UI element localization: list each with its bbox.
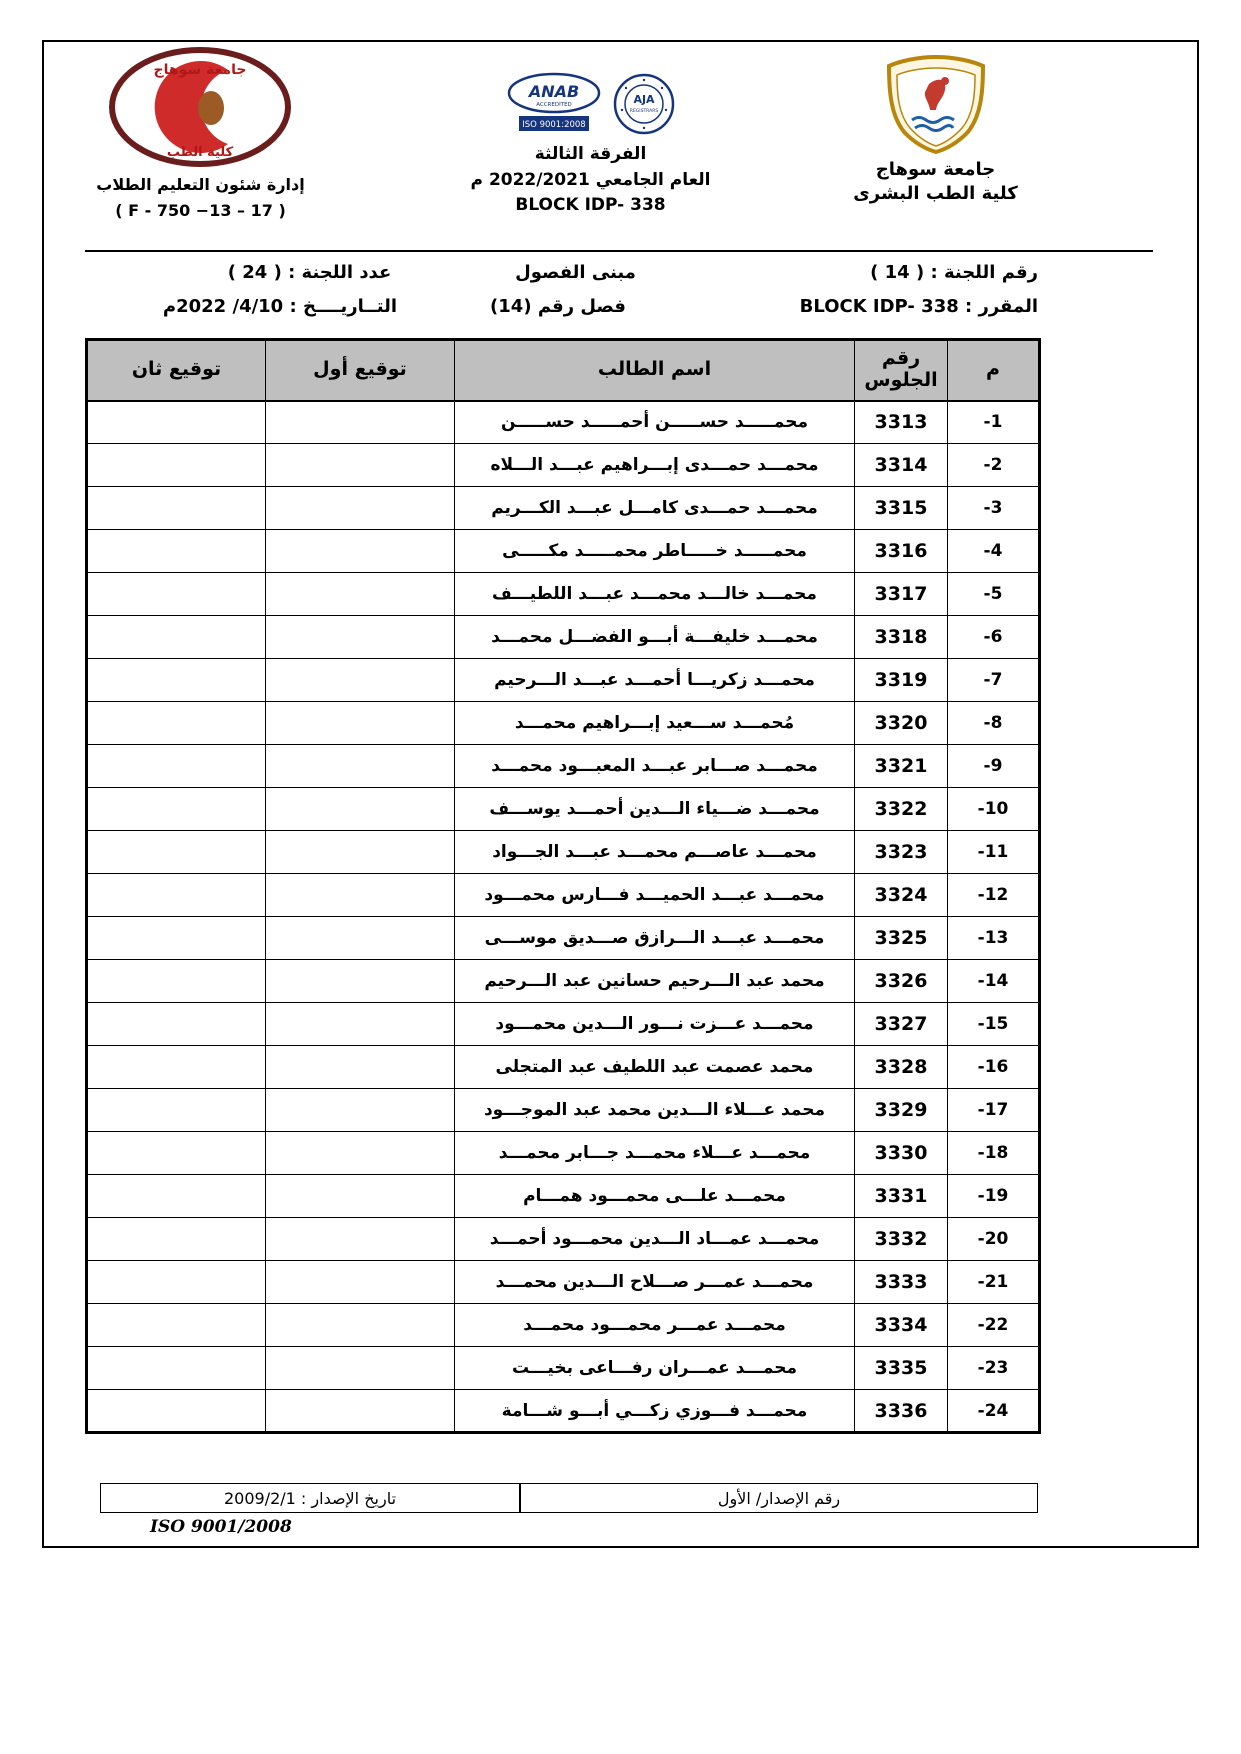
student-name: محمـــــد خـــــاطر محمـــــد مكـــــى	[455, 530, 855, 573]
student-name: محمـــد عمـــاد الـــدين محمـــود أحمـــد	[455, 1218, 855, 1261]
signature-1-cell	[266, 1003, 455, 1046]
table-row	[87, 444, 1040, 487]
row-number: -2	[948, 444, 1040, 487]
signature-1-cell	[266, 1089, 455, 1132]
row-number: -24	[948, 1390, 1040, 1433]
aja-registrars-text: REGISTRARS	[629, 109, 658, 114]
row-number: -7	[948, 659, 1040, 702]
table-row	[87, 659, 1040, 702]
signature-2-cell	[87, 1304, 266, 1347]
signature-2-cell	[87, 917, 266, 960]
table-row	[87, 702, 1040, 745]
row-number: -14	[948, 960, 1040, 1003]
anab-logo	[506, 72, 602, 136]
faculty-name: كلية الطب البشرى	[853, 183, 1018, 205]
column-header-seat: رقم الجلوس	[855, 340, 948, 401]
signature-2-cell	[87, 616, 266, 659]
table-header-row	[87, 340, 1040, 401]
row-number: -20	[948, 1218, 1040, 1261]
table-row	[87, 1046, 1040, 1089]
table-row	[87, 530, 1040, 573]
department-name: إدارة شئون التعليم الطلاب	[96, 175, 305, 194]
signature-1-cell	[266, 1390, 455, 1433]
aja-text: AJA	[632, 93, 655, 106]
pharaoh-face-icon	[198, 91, 224, 125]
student-name: مُحمـــد ســـعيد إبـــراهيم محمـــد	[455, 702, 855, 745]
seat-number: 3325	[855, 917, 948, 960]
seat-number: 3321	[855, 745, 948, 788]
row-number: -22	[948, 1304, 1040, 1347]
signature-1-cell	[266, 487, 455, 530]
seat-number: 3323	[855, 831, 948, 874]
row-number: -10	[948, 788, 1040, 831]
anab-iso-text: ISO 9001:2008	[521, 120, 586, 130]
column-header-signature-1: توقيع أول	[266, 340, 455, 401]
seat-number: 3334	[855, 1304, 948, 1347]
row-number: -13	[948, 917, 1040, 960]
signature-2-cell	[87, 1347, 266, 1390]
student-name: محمـــد خالـــد محمـــد عبـــد اللطيـــف	[455, 573, 855, 616]
seat-number: 3320	[855, 702, 948, 745]
signature-1-cell	[266, 702, 455, 745]
signature-1-cell	[266, 530, 455, 573]
student-name: محمـــد عبـــد الحميـــد فـــارس محمـــود	[455, 874, 855, 917]
table-row	[87, 616, 1040, 659]
signature-1-cell	[266, 960, 455, 1003]
seat-number: 3335	[855, 1347, 948, 1390]
student-name: محمـــد عـــزت نـــور الـــدين محمـــود	[455, 1003, 855, 1046]
row-number: -12	[948, 874, 1040, 917]
issue-number-box: رقم الإصدار/ الأول	[520, 1483, 1038, 1513]
signature-1-cell	[266, 1132, 455, 1175]
seat-number: 3328	[855, 1046, 948, 1089]
signature-1-cell	[266, 444, 455, 487]
row-number: -16	[948, 1046, 1040, 1089]
signature-2-cell	[87, 960, 266, 1003]
room-number: فصل رقم (14)	[490, 296, 626, 317]
committee-number: رقم اللجنة : ( 14 )	[870, 262, 1038, 283]
student-name: محمـــد خليفـــة أبـــو الفضـــل محمـــد	[455, 616, 855, 659]
signature-2-cell	[87, 1089, 266, 1132]
header-department	[88, 46, 313, 223]
seat-number: 3336	[855, 1390, 948, 1433]
table-row	[87, 1089, 1040, 1132]
table-row	[87, 1261, 1040, 1304]
column-header-signature-2: توقيع ثان	[87, 340, 266, 401]
seat-number: 3322	[855, 788, 948, 831]
logo-bottom-text: كلية الطب	[166, 145, 234, 160]
seat-number: 3313	[855, 401, 948, 444]
table-row	[87, 788, 1040, 831]
student-name: محمـــد ضـــياء الـــدين أحمـــد يوســـف	[455, 788, 855, 831]
table-row	[87, 1304, 1040, 1347]
seat-number: 3319	[855, 659, 948, 702]
signature-1-cell	[266, 788, 455, 831]
signature-2-cell	[87, 1218, 266, 1261]
table-row	[87, 573, 1040, 616]
table-row	[87, 1390, 1040, 1433]
iso-standard-note: ISO 9001/2008	[150, 1517, 292, 1537]
academic-year: العام الجامعي 2022/2021 م	[470, 169, 711, 190]
student-name: محمـــد حمـــدى إبـــراهيم عبـــد الـــلاه	[455, 444, 855, 487]
exam-date: التــاريــــخ : 4/10/ 2022م	[162, 296, 397, 317]
table-row	[87, 487, 1040, 530]
signature-1-cell	[266, 659, 455, 702]
signature-2-cell	[87, 1003, 266, 1046]
student-name: محمـــد فـــوزي زكـــي أبـــو شـــامة	[455, 1390, 855, 1433]
student-name: محمد عصمت عبد اللطيف عبد المتجلى	[455, 1046, 855, 1089]
signature-1-cell	[266, 917, 455, 960]
roster-table	[85, 338, 1041, 1434]
table-row	[87, 1218, 1040, 1261]
building-name: مبنى الفصول	[515, 262, 636, 283]
signature-2-cell	[87, 444, 266, 487]
signature-1-cell	[266, 616, 455, 659]
row-number: -15	[948, 1003, 1040, 1046]
seat-number: 3316	[855, 530, 948, 573]
signature-1-cell	[266, 1218, 455, 1261]
student-name: محمد عبد الـــرحيم حسانين عبد الـــرحيم	[455, 960, 855, 1003]
roster-body	[87, 401, 1040, 1433]
seat-number: 3333	[855, 1261, 948, 1304]
seat-number: 3326	[855, 960, 948, 1003]
anab-accredited-text: ACCREDITED	[535, 102, 572, 108]
signature-2-cell	[87, 530, 266, 573]
row-number: -17	[948, 1089, 1040, 1132]
signature-1-cell	[266, 745, 455, 788]
student-name: محمـــــد حســـــن أحمـــــد حســـــن	[455, 401, 855, 444]
seat-number: 3317	[855, 573, 948, 616]
faculty-crescent-logo	[108, 46, 293, 168]
logo-top-text: جامعة سوهاج	[153, 62, 247, 78]
header-university	[838, 54, 1033, 207]
signature-1-cell	[266, 573, 455, 616]
student-name: محمـــد عمـــر صـــلاح الـــدين محمـــد	[455, 1261, 855, 1304]
signature-1-cell	[266, 874, 455, 917]
signature-2-cell	[87, 702, 266, 745]
row-number: -23	[948, 1347, 1040, 1390]
signature-2-cell	[87, 487, 266, 530]
table-row	[87, 960, 1040, 1003]
table-row	[87, 917, 1040, 960]
university-shield-logo	[882, 54, 990, 154]
certification-logos	[448, 72, 733, 136]
signature-2-cell	[87, 401, 266, 444]
signature-2-cell	[87, 874, 266, 917]
row-number: -1	[948, 401, 1040, 444]
seat-number: 3331	[855, 1175, 948, 1218]
student-name: محمـــد صـــابر عبـــد المعبـــود محمـــد	[455, 745, 855, 788]
signature-2-cell	[87, 659, 266, 702]
seat-number: 3324	[855, 874, 948, 917]
student-name: محمـــد حمـــدى كامـــل عبـــد الكـــريم	[455, 487, 855, 530]
row-number: -4	[948, 530, 1040, 573]
student-name: محمـــد عاصـــم محمـــد عبـــد الجـــواد	[455, 831, 855, 874]
student-name: محمـــد عـــلاء محمـــد جـــابر محمـــد	[455, 1132, 855, 1175]
column-header-number: م	[948, 340, 1040, 401]
seat-number: 3327	[855, 1003, 948, 1046]
row-number: -9	[948, 745, 1040, 788]
signature-1-cell	[266, 1261, 455, 1304]
aja-logo	[612, 72, 676, 136]
seat-number: 3318	[855, 616, 948, 659]
anab-text: ANAB	[528, 82, 579, 101]
signature-2-cell	[87, 1261, 266, 1304]
form-code: ( F - 750 −13 – 17 )	[115, 200, 286, 220]
signature-1-cell	[266, 1175, 455, 1218]
student-name: محمد عـــلاء الـــدين محمد عبد الموجـــود	[455, 1089, 855, 1132]
student-name: محمـــد عمـــران رفـــاعى بخيـــت	[455, 1347, 855, 1390]
block-title: BLOCK IDP- 338	[515, 195, 666, 215]
row-number: -8	[948, 702, 1040, 745]
row-number: -19	[948, 1175, 1040, 1218]
signature-1-cell	[266, 1347, 455, 1390]
row-number: -6	[948, 616, 1040, 659]
table-row	[87, 1175, 1040, 1218]
signature-1-cell	[266, 1304, 455, 1347]
signature-1-cell	[266, 401, 455, 444]
grade-title: الفرقة الثالثة	[534, 144, 647, 164]
table-row	[87, 745, 1040, 788]
signature-2-cell	[87, 1132, 266, 1175]
signature-2-cell	[87, 788, 266, 831]
table-row	[87, 874, 1040, 917]
signature-2-cell	[87, 1046, 266, 1089]
student-name: محمـــد زكريـــا أحمـــد عبـــد الـــرحيم	[455, 659, 855, 702]
student-name: محمـــد علـــى محمـــود همـــام	[455, 1175, 855, 1218]
row-number: -18	[948, 1132, 1040, 1175]
signature-2-cell	[87, 1175, 266, 1218]
university-name: جامعة سوهاج	[875, 159, 996, 180]
row-number: -11	[948, 831, 1040, 874]
row-number: -21	[948, 1261, 1040, 1304]
header-center	[448, 72, 733, 219]
row-number: -5	[948, 573, 1040, 616]
committee-count: عدد اللجنة : ( 24 )	[227, 262, 392, 283]
student-name: محمـــد عمـــر محمـــود محمـــد	[455, 1304, 855, 1347]
signature-2-cell	[87, 573, 266, 616]
signature-1-cell	[266, 831, 455, 874]
column-header-name: اسم الطالب	[455, 340, 855, 401]
student-name: محمـــد عبـــد الـــرازق صـــديق موســـى	[455, 917, 855, 960]
seat-number: 3315	[855, 487, 948, 530]
seat-number: 3314	[855, 444, 948, 487]
issue-date-box: تاريخ الإصدار : 2009/2/1	[100, 1483, 520, 1513]
signature-2-cell	[87, 745, 266, 788]
header-divider	[85, 250, 1153, 252]
signature-1-cell	[266, 1046, 455, 1089]
table-row	[87, 831, 1040, 874]
signature-2-cell	[87, 1390, 266, 1433]
signature-2-cell	[87, 831, 266, 874]
course-name: المقرر : BLOCK IDP- 338	[799, 296, 1038, 317]
table-row	[87, 401, 1040, 444]
seat-number: 3332	[855, 1218, 948, 1261]
seat-number: 3330	[855, 1132, 948, 1175]
seat-number: 3329	[855, 1089, 948, 1132]
table-row	[87, 1132, 1040, 1175]
table-row	[87, 1003, 1040, 1046]
row-number: -3	[948, 487, 1040, 530]
table-row	[87, 1347, 1040, 1390]
